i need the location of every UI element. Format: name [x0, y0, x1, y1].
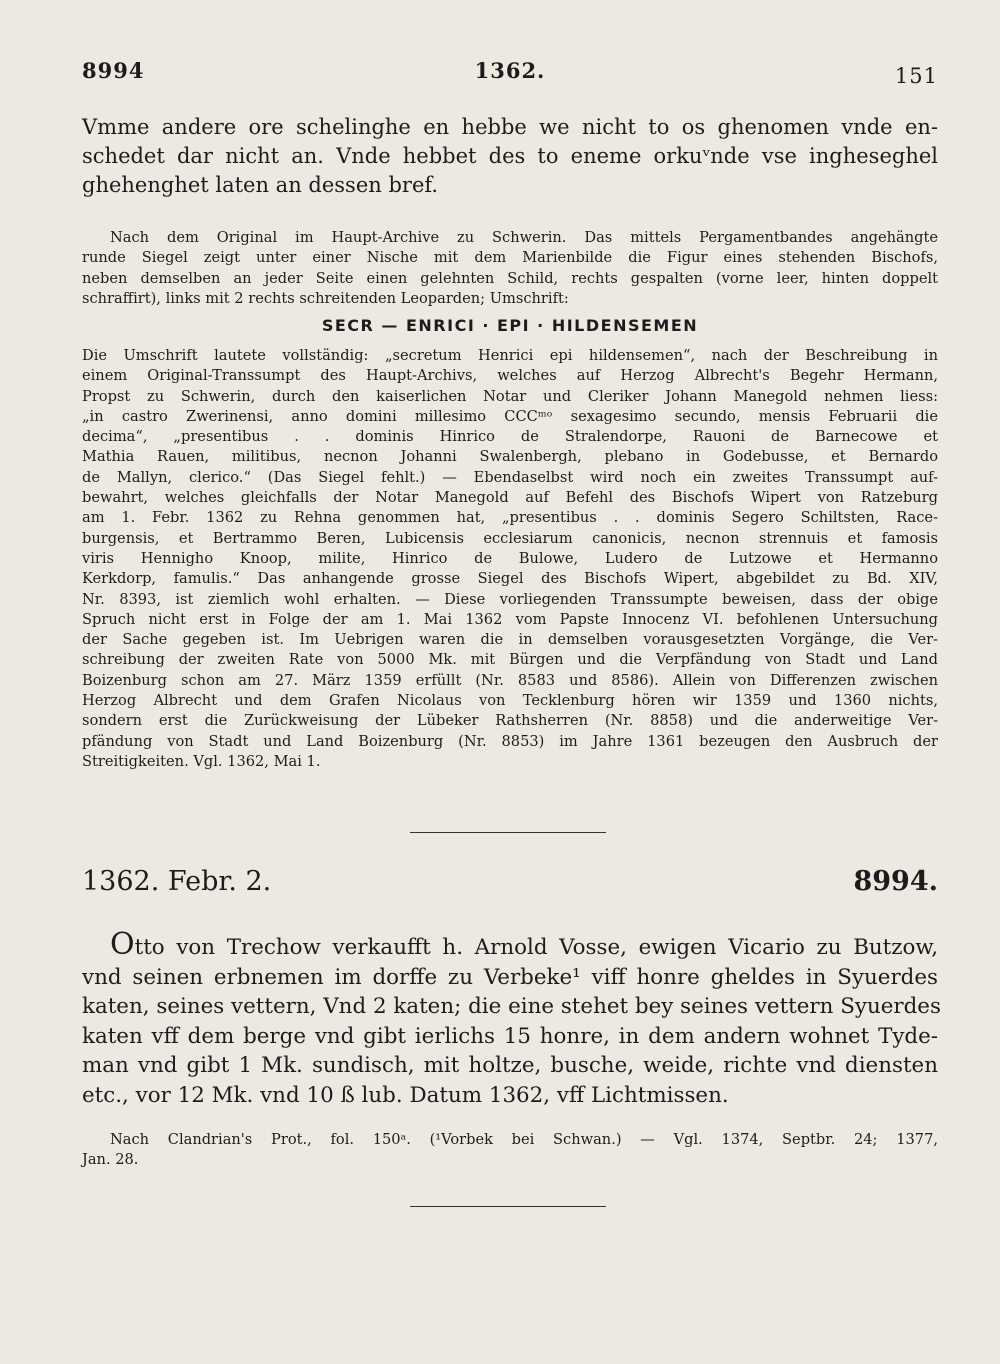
note-line: burgensis, et Bertrammo Beren, Lubicensis ecclesiarum canonicis, necnon strennuis et famosis — [82, 529, 938, 547]
text-line: vnd seinen erbnemen im dorffe zu Verbeke¹ viff honre gheldes in Syuerdes — [82, 964, 938, 990]
text-line: man vnd gibt 1 Mk. sundisch, mit holtze, busche, weide, richte vnd diensten — [82, 1053, 938, 1078]
note-line: Herzog Albrecht und dem Grafen Nicolaus von Tecklenburg hören wir 1359 und 1360 nichts, — [82, 692, 938, 710]
note-line: schraffirt), links mit 2 rechts schreitenden Leoparden; Umschrift: — [82, 289, 569, 307]
note-line: Nr. 8393, ist ziemlich wohl erhalten. — Diese vorliegenden Transsumpte beweisen, dass der obige — [82, 590, 938, 608]
note-line: de Mallyn, clerico.“ (Das Siegel fehlt.) — Ebendaselbst wird noch ein zweites Transsumpt auf- — [82, 468, 938, 486]
charter-closing-text — [82, 113, 938, 200]
text-line: katen vff dem berge vnd gibt ierlichs 15 honre, in dem andern wohnet Tyde- — [82, 1023, 938, 1049]
note-line: der Sache gegeben ist. Im Uebrigen waren die in demselben vorausgesetzten Vorgänge, die Ver- — [82, 631, 938, 649]
note-line: Boizenburg schon am 27. März 1359 erfüllt (Nr. 8583 und 8586). Allein von Differenzen zwischen — [82, 671, 938, 689]
text-line: schedet dar nicht an. Vnde hebbet des to eneme orkuᵛnde vse ingheseghel — [82, 144, 938, 168]
text-line: Vmme andere ore schelinghe en hebbe we nicht to os ghenomen vnde en- — [82, 115, 938, 139]
source-note — [82, 228, 938, 309]
note-line: „in castro Zwerinensi, anno domini millesimo CCCᵐᵒ sexagesimo secundo, mensis Februarii die — [82, 407, 938, 425]
entry-heading — [82, 866, 938, 906]
header-page-number: 151 — [894, 64, 938, 88]
note-line: Nach dem Original im Haupt-Archive zu Schwerin. Das mittels Pergamentbandes angehängte — [110, 229, 938, 246]
note-line: Spruch nicht erst in Folge der am 1. Mai 1362 vom Papste Innocenz VI. befohlenen Untersuchung — [82, 610, 938, 628]
text-line — [82, 927, 938, 963]
note-line: pfändung von Stadt und Land Boizenburg (Nr. 8853) im Jahre 1361 bezeugen den Ausbruch der — [82, 732, 938, 750]
note-line: Nach Clandrian's Prot., fol. 150ᵃ. (¹Vorbek bei Schwan.) — Vgl. 1374, Septbr. 24; 1377, — [110, 1131, 938, 1148]
note-line: Streitigkeiten. Vgl. 1362, Mai 1. — [82, 752, 321, 770]
page-header — [82, 58, 938, 88]
entry-regest — [82, 927, 941, 1110]
entry-footnote — [82, 1130, 938, 1171]
note-line: neben demselben an jeder Seite einen gelehnten Schild, rechts gespalten (vorne leer, hinten doppelt — [82, 269, 938, 287]
note-line: Jan. 28. — [82, 1151, 139, 1169]
note-line: schreibung der zweiten Rate von 5000 Mk. mit Bürgen und die Verpfändung von Stadt und Land — [82, 651, 938, 669]
bottom-divider — [410, 1206, 606, 1207]
note-line: decima“, „presentibus . . dominis Hinrico de Stralendorpe, Rauoni de Barnecowe et — [82, 428, 938, 446]
note-line: einem Original-Transsumpt des Haupt-Archivs, welches auf Herzog Albrecht's Begehr Hermann, — [82, 367, 938, 385]
header-year: 1362. — [474, 58, 546, 83]
section-divider — [410, 832, 606, 833]
seal-legend: SECR — ENRICI · EPI · HILDENSEMEN — [321, 316, 699, 335]
note-line: am 1. Febr. 1362 zu Rehna genommen hat, „presentibus . . dominis Segero Schiltsten, Race- — [82, 509, 938, 527]
note-line: runde Siegel zeigt unter einer Nische mit dem Marienbilde die Figur eines stehenden Bischofs, — [82, 249, 938, 267]
note-line: viris Hennigho Knoop, milite, Hinrico de Bulowe, Ludero de Lutzowe et Hermanno — [82, 549, 938, 567]
note-line: Kerkdorp, famulis.“ Das anhangende grosse Siegel des Bischofs Wipert, abgebildet zu Bd. XIV, — [82, 570, 938, 588]
text-line: etc., vor 12 Mk. vnd 10 ß lub. Datum 1362, vff Lichtmissen. — [82, 1082, 729, 1108]
text-line-rest: tto von Trechow verkaufft h. Arnold Vosse, ewigen Vicario zu Butzow, — [134, 935, 938, 960]
entry-date: 1362. Febr. 2. — [82, 866, 272, 897]
note-line: bewahrt, welches gleichfalls der Notar Manegold auf Befehl des Bischofs Wipert von Ratzeburg — [82, 489, 938, 507]
note-line: sondern erst die Zurückweisung der Lübeker Rathsherren (Nr. 8858) und die anderweitige Ver- — [82, 712, 938, 730]
text-line: ghehenghet laten an dessen bref. — [82, 173, 439, 197]
text-line: katen, seines vettern, Vnd 2 katen; die eine stehet bey seines vettern Syuerdes — [82, 994, 941, 1019]
entry-number: 8994. — [853, 866, 938, 897]
header-document-number: 8994 — [82, 58, 145, 83]
note-line: Propst zu Schwerin, durch den kaiserlichen Notar und Cleriker Johann Manegold nehmen liess: — [82, 387, 938, 405]
commentary-note — [82, 346, 938, 772]
note-line: Mathia Rauen, militibus, necnon Johanni Swalenbergh, plebano in Godebusse, et Bernardo — [82, 448, 938, 466]
note-line: Die Umschrift lautete vollständig: „secretum Henrici epi hildensemen“, nach der Beschreibung in — [82, 347, 938, 364]
drop-capital: O — [110, 927, 135, 962]
